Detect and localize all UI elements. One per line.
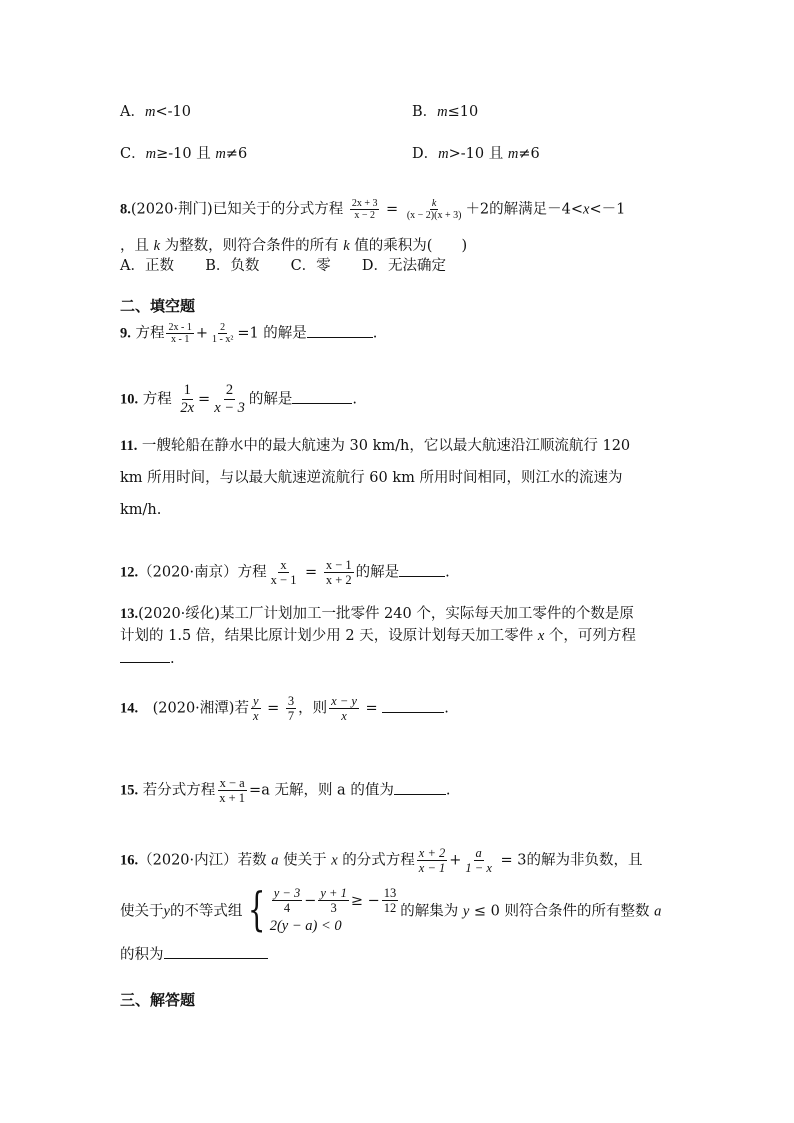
q7-option-d: D．m>-10 且 m≠6 bbox=[412, 146, 540, 162]
q16-inequality-2: 2(y − a) < 0 bbox=[269, 918, 342, 934]
section-heading-fill-in: 二、填空题 bbox=[120, 297, 196, 315]
q14-fraction-3: $\frac{x - y}{x}$ bbox=[331, 694, 357, 723]
q8-option-b: B．负数 bbox=[205, 258, 260, 274]
q11-line1: 11. 一艘轮船在静水中的最大航速为 30 km/h，它以最大航速沿江顺流航行 120 bbox=[120, 438, 631, 454]
q13-answer-blank bbox=[120, 648, 170, 663]
q12-answer-blank bbox=[399, 562, 445, 577]
q14: 14. (2020·湘潭)若 $\frac{y}{x}$ = $\frac{3}{7}$ ，则 $\frac{x - y}{x}$ = . bbox=[120, 694, 449, 723]
q8-number: 8. bbox=[120, 201, 131, 218]
q13-line2: 计划的 1.5 倍，结果比原计划少用 2 天，设原计划每天加工零件 x 个，可列方程 bbox=[120, 628, 636, 644]
q9-fraction-1: $\frac{2x - 1}{x - 1}$ bbox=[168, 322, 192, 345]
q15-fraction-1: $\frac{x - a}{x + 1}$ bbox=[219, 776, 246, 805]
q11-line3: km/h. bbox=[120, 502, 162, 518]
q8-fraction-2: $\frac{k}{(x - 2)(x + 3)}$ bbox=[406, 198, 462, 221]
q12-fraction-1: $\frac{x}{x - 1}$ bbox=[270, 558, 297, 587]
q11-number: 11. bbox=[120, 438, 138, 454]
q16-fraction-1: $\frac{x + 2}{x - 1}$ bbox=[418, 846, 446, 875]
q7-option-b: B．m≤10 bbox=[412, 104, 479, 120]
q12-fraction-2: $\frac{x - 1}{x + 2}$ bbox=[325, 558, 352, 587]
q16-line1: 16.（2020·内江）若数 a 使关于 x 的分式方程 $\frac{x + 2}{x - 1}$ + $\frac{a}{1 - x}$ = 3的解为非负数，且 bbox=[120, 846, 643, 875]
q15-number: 15. bbox=[120, 782, 139, 799]
q14-answer-blank bbox=[382, 698, 444, 713]
q11-line2: km 所用时间，与以最大航速逆流航行 60 km 所用时间相同，则江水的流速为 bbox=[120, 470, 623, 486]
q16-line3: 的积为 bbox=[120, 944, 268, 965]
q8-fraction-1: $\frac{2x + 3}{x - 2}$ bbox=[351, 198, 378, 221]
q15-answer-blank bbox=[394, 780, 446, 795]
q14-fraction-2: $\frac{3}{7}$ bbox=[287, 694, 295, 723]
q10-number: 10. bbox=[120, 391, 139, 408]
q10-fraction-1: $\frac{1}{2x}$ bbox=[180, 382, 195, 416]
q9-answer-blank bbox=[307, 323, 373, 338]
q8-options bbox=[120, 256, 446, 276]
section-heading-answer: 三、解答题 bbox=[120, 991, 196, 1009]
q8-option-a: A．正数 bbox=[120, 258, 174, 274]
brace-symbol: { bbox=[248, 882, 266, 936]
q9: 9. 方程 $\frac{2x - 1}{x - 1}$ + $\frac{2}{\text{1 - x²}}$ =1 的解是 . bbox=[120, 322, 378, 345]
q13-line1: 13.(2020·绥化)某工厂计划加工一批零件 240 个，实际每天加工零件的个数是原 bbox=[120, 606, 634, 622]
q16-fraction-2: $\frac{a}{1 - x}$ bbox=[465, 846, 492, 875]
q8-option-d: D．无法确定 bbox=[361, 258, 447, 274]
q12: 12.（2020·南京）方程 $\frac{x}{x - 1}$ = $\frac{x - 1}{x + 2}$ 的解是 . bbox=[120, 558, 450, 587]
q16-inequality-system bbox=[242, 882, 400, 937]
q15: 15. 若分式方程 $\frac{x - a}{x + 1}$ =a 无解，则 a 的值为 . bbox=[120, 776, 451, 805]
q10: 10. 方程 $\frac{1}{2x}$ = $\frac{2}{x - 3}$ 的解是 . bbox=[120, 382, 358, 416]
q7-option-c: C．m≥-10 且 m≠6 bbox=[120, 146, 248, 162]
q13-line3: . bbox=[120, 648, 175, 669]
q16-number: 16. bbox=[120, 852, 139, 869]
q10-fraction-2: $\frac{2}{x - 3}$ bbox=[214, 382, 245, 416]
q9-fraction-2: $\frac{2}{\text{1 - x²}}$ bbox=[211, 322, 234, 345]
q16-line2: 使关于y的不等式组 { $\frac{y - 3}{4}$ − $\frac{y + 1}{3}$ ≥ − $\frac{13}{12}$ 2(y − a) < 0 的解集为 y ≤ 0 则符合条件的所有整数 a bbox=[120, 882, 662, 936]
q8-option-c: C．零 bbox=[290, 258, 331, 274]
q16-inequality-1: $\frac{y - 3}{4}$ − $\frac{y + 1}{3}$ ≥ − $\frac{13}{12}$ bbox=[273, 886, 397, 915]
q13-number: 13. bbox=[120, 606, 139, 622]
q16-answer-blank bbox=[164, 944, 268, 959]
q14-fraction-1: $\frac{y}{x}$ bbox=[252, 694, 259, 723]
q8-line2: ，且 k 为整数，则符合条件的所有 k 值的乘积为( ) bbox=[120, 238, 468, 254]
q10-answer-blank bbox=[292, 389, 352, 404]
q14-number: 14. bbox=[120, 700, 139, 717]
q12-number: 12. bbox=[120, 564, 139, 581]
q9-number: 9. bbox=[120, 325, 131, 342]
q8-line1: 8.(2020·荆门)已知关于的分式方程 $\frac{2x + 3}{x - 2}$ = $\frac{k}{(x - 2)(x + 3)}$ ＋2的解满足－4<x<－1 bbox=[120, 198, 626, 221]
q7-option-a: A．m<-10 bbox=[120, 104, 191, 120]
